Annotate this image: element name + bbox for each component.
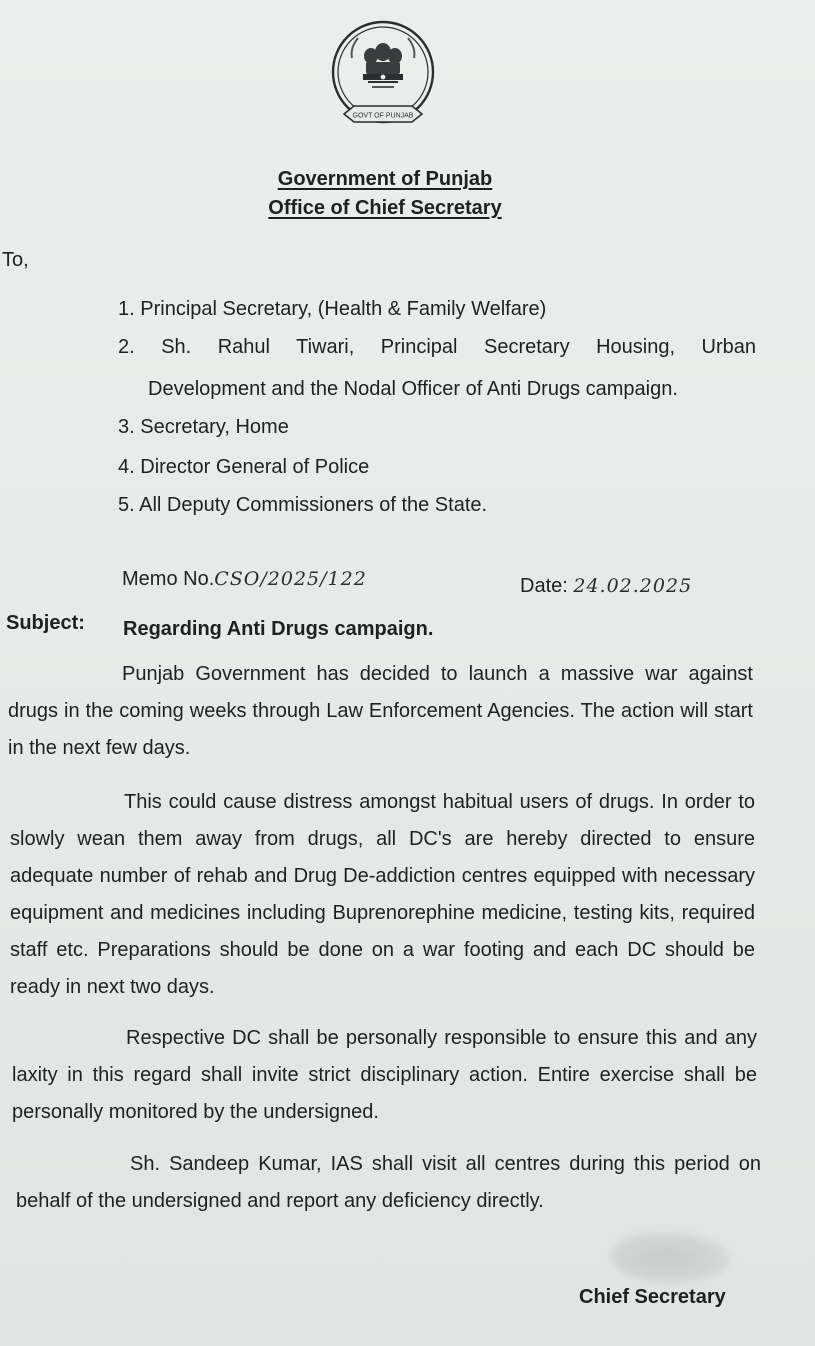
recipient-text: Director General of Police bbox=[140, 456, 370, 478]
recipient-continuation: Development and the Nodal Officer of Anti Drugs campaign. bbox=[148, 378, 678, 400]
subject-text: Regarding Anti Drugs campaign. bbox=[123, 618, 434, 640]
recipient-number: 1. bbox=[118, 298, 135, 320]
recipient-text: Secretary, Home bbox=[140, 416, 289, 438]
date-line bbox=[520, 575, 692, 598]
subject-label: Subject: bbox=[6, 612, 85, 634]
header-office: Office of Chief Secretary bbox=[268, 197, 502, 219]
body-paragraph: Punjab Government has decided to launch a massive war against drugs in the coming weeks through Law Enforcement Agencies. The action will start in the next few days. bbox=[8, 663, 753, 759]
recipient-text: Sh. Rahul Tiwari, Principal Secretary Housing, Urban bbox=[161, 336, 757, 358]
memo-label: Memo No. bbox=[122, 568, 215, 590]
to-label: To, bbox=[2, 249, 29, 271]
state-emblem-icon bbox=[328, 18, 438, 138]
signatory-designation: Chief Secretary bbox=[579, 1286, 726, 1308]
date-label: Date: bbox=[520, 575, 568, 597]
body-paragraph: Respective DC shall be personally responsible to ensure this and any laxity in this regard shall invite strict disciplinary action. Entire exercise shall be personally monitored by the undersigned. bbox=[12, 1027, 757, 1123]
recipient-number: 3. bbox=[118, 416, 135, 438]
memo-line bbox=[122, 568, 367, 591]
recipient-number: 4. bbox=[118, 456, 135, 478]
recipient-item bbox=[118, 298, 546, 321]
recipient-number: 5. bbox=[118, 494, 135, 516]
recipient-item bbox=[118, 336, 756, 359]
redacted-signature-icon bbox=[612, 1232, 730, 1284]
emblem-seal-text: GOVT OF PUNJAB bbox=[352, 112, 414, 120]
body-paragraph: This could cause distress amongst habitual users of drugs. In order to slowly wean them away from drugs, all DC's are hereby directed to ensure adequate number of rehab and Drug De-addiction centres equipped with necessary equipment and medicines including Buprenorephine medicine, testing kits, required staff etc. Preparations should be done on a war footing and each DC should be ready in next two days. bbox=[10, 791, 755, 998]
recipient-item bbox=[118, 456, 369, 479]
recipient-item bbox=[118, 416, 289, 439]
recipient-text: Principal Secretary, (Health & Family Welfare) bbox=[140, 298, 547, 320]
recipient-number: 2. bbox=[118, 336, 135, 358]
recipient-item bbox=[118, 494, 487, 517]
header-government: Government of Punjab bbox=[277, 168, 493, 190]
body-paragraph: Sh. Sandeep Kumar, IAS shall visit all centres during this period on behalf of the undersigned and report any deficiency directly. bbox=[16, 1153, 761, 1212]
date-value: 24.02.2025 bbox=[573, 575, 693, 597]
recipient-text: All Deputy Commissioners of the State. bbox=[139, 494, 488, 516]
memo-number: CSO/2025/122 bbox=[214, 568, 367, 590]
